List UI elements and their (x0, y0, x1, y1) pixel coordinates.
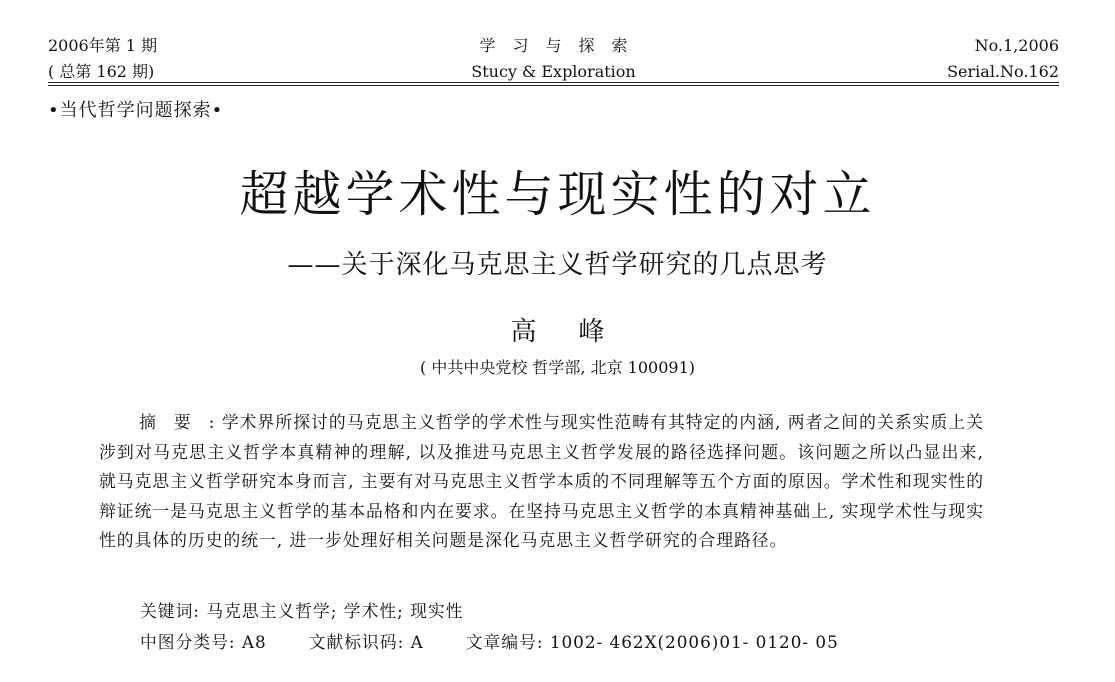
article-subtitle: ——关于深化马克思主义哲学研究的几点思考 (287, 250, 828, 280)
issue-number: 2006年第 1 期 (48, 36, 158, 55)
classification-line (140, 629, 839, 655)
issue-number-english: No.1,2006 (974, 36, 1059, 55)
serial-issue-number: ( 总第 162 期) (48, 62, 155, 81)
journal-name (48, 33, 1059, 85)
clc-number: 中图分类号: A8 (140, 632, 267, 652)
header-rule-top (48, 82, 1059, 83)
author-name: 高峰 (510, 317, 647, 347)
column-tag: •当代哲学问题探索• (48, 100, 224, 121)
keywords: 关键词: 马克思主义哲学; 学术性; 现实性 (140, 601, 464, 621)
article-number: 文章编号: 1002- 462X(2006)01- 0120- 05 (465, 632, 839, 652)
author-affiliation: ( 中共中央党校 哲学部, 北京 100091) (420, 358, 695, 377)
abstract-label: 摘要 (139, 412, 209, 432)
journal-name-chinese: 学习与探索 (479, 36, 645, 55)
journal-name-english: Stucy & Exploration (471, 62, 636, 81)
header-rule-bottom (48, 85, 1059, 86)
abstract (99, 408, 984, 556)
issue-info-english (947, 33, 1059, 85)
serial-number-english: Serial.No.162 (947, 62, 1059, 81)
document-code: 文献标识码: A (308, 632, 424, 652)
page-header (48, 33, 1059, 85)
article-title: 超越学术性与现实性的对立 (239, 166, 876, 223)
abstract-text: : 学术界所探讨的马克思主义哲学的学术性与现实性范畴有其特定的内涵, 两者之间的关系实质上关涉到对马克思主义哲学本真精神的理解, 以及推进马克思主义哲学发展的路径选择问题。该问题之所以凸显出来, 就马克思主义哲学研究本身而言, 主要有对马克思主义哲学本质的不同理解等五个方面的原因。学术性和现实性的辩证统一是马克思主义哲学的基本品格和内在要求。在坚持马克思主义哲学的本真精神基础上, 实现学术性与现实性的具体的历史的统一, 进一步处理好相关问题是深化马克思主义哲学研究的合理路径。 (99, 412, 984, 550)
